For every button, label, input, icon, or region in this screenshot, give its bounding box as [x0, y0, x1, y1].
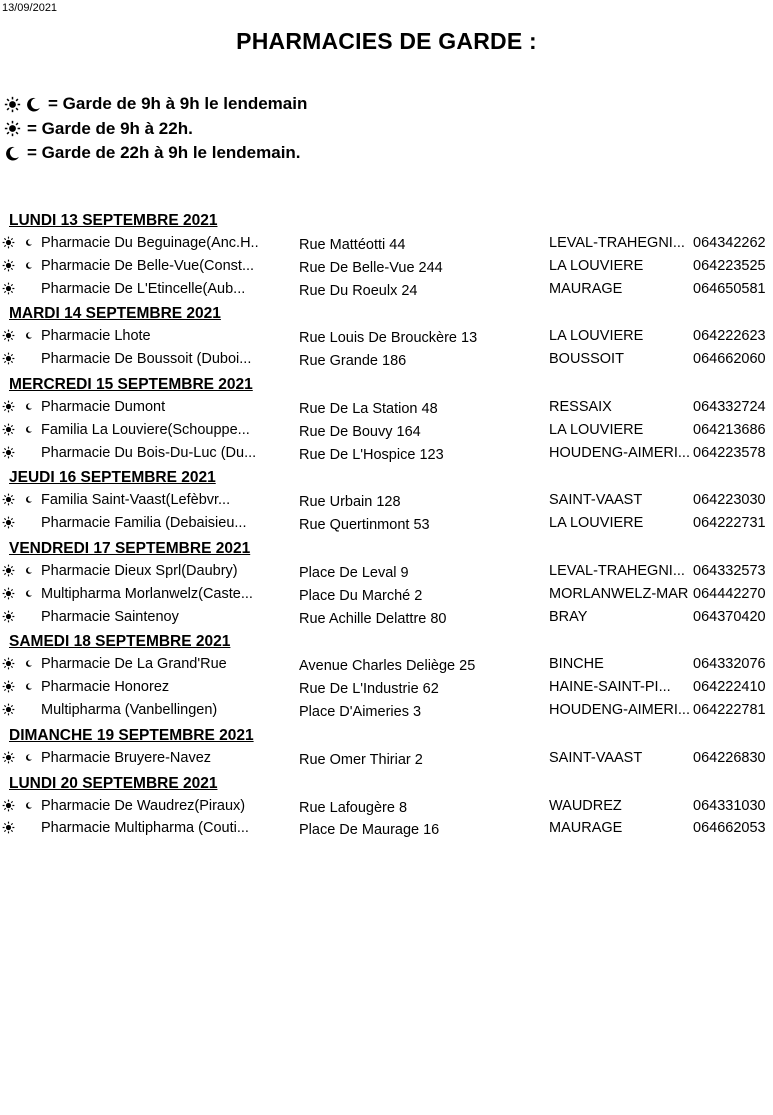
legend-icons — [4, 96, 42, 113]
pharmacy-street: Rue De Bouvy 164 — [299, 423, 421, 440]
sun-icon — [4, 96, 21, 113]
legend — [4, 92, 307, 166]
pharmacy-street: Rue Quertinmont 53 — [299, 517, 430, 534]
pharmacy-street: Rue Louis De Brouckère 13 — [299, 330, 478, 347]
pharmacy-phone: 064662053 — [693, 820, 766, 837]
legend-row — [4, 92, 307, 117]
shift-icons — [2, 564, 33, 577]
pharmacy-name: Pharmacie Familia (Debaisieu... — [41, 515, 247, 532]
pharmacy-street: Rue Lafougère 8 — [299, 799, 408, 816]
pharmacy-phone: 064223030 — [693, 492, 766, 509]
pharmacy-row — [0, 747, 773, 770]
pharmacy-phone: 064332573 — [693, 562, 766, 579]
print-date: 13/09/2021 — [2, 2, 58, 14]
shift-icons — [2, 587, 33, 600]
pharmacy-city: BRAY — [549, 608, 588, 625]
pharmacy-name: Familia La Louviere(Schouppe... — [41, 421, 250, 438]
pharmacy-street: Place D'Aimeries 3 — [299, 703, 422, 720]
pharmacy-name: Pharmacie Du Bois-Du-Luc (Du... — [41, 444, 257, 461]
pharmacy-row — [0, 419, 773, 442]
pharmacy-row — [0, 396, 773, 419]
shift-icons — [2, 259, 33, 272]
sun-icon — [2, 352, 15, 365]
pharmacy-city: LA LOUVIERE — [549, 515, 644, 532]
moon-icon — [20, 423, 33, 436]
day-header: LUNDI 13 SEPTEMBRE 2021 — [9, 212, 218, 229]
shift-icons — [2, 516, 15, 529]
pharmacy-row — [0, 583, 773, 606]
pharmacy-street: Rue De Belle-Vue 244 — [299, 259, 443, 276]
pharmacy-phone: 064332076 — [693, 656, 766, 673]
day-header: VENDREDI 17 SEPTEMBRE 2021 — [9, 539, 251, 557]
shift-icons — [2, 703, 15, 716]
day-header: DIMANCHE 19 SEPTEMBRE 2021 — [9, 726, 254, 744]
pharmacy-street: Place Du Marché 2 — [299, 587, 423, 604]
pharmacy-row — [0, 817, 773, 840]
pharmacy-city: RESSAIX — [549, 398, 612, 415]
shift-icons — [2, 446, 15, 459]
pharmacy-phone: 064342262 — [693, 235, 766, 251]
pharmacy-street: Rue De L'Hospice 123 — [299, 446, 444, 463]
sun-icon — [2, 703, 15, 716]
shift-icons — [2, 680, 33, 693]
pharmacy-name: Multipharma Morlanwelz(Caste... — [41, 585, 253, 602]
pharmacy-phone: 064222731 — [693, 515, 766, 532]
moon-icon — [20, 493, 33, 506]
pharmacy-row — [0, 232, 773, 255]
pharmacy-row — [0, 560, 773, 583]
pharmacy-city: SAINT-VAAST — [549, 492, 643, 509]
shift-icons — [2, 657, 33, 670]
pharmacy-name: Pharmacie Du Beguinage(Anc.H.. — [41, 235, 259, 251]
pharmacy-city: MAURAGE — [549, 820, 623, 837]
pharmacy-street: Place De Maurage 16 — [299, 822, 440, 839]
pharmacy-name: Pharmacie Saintenoy — [41, 608, 179, 625]
pharmacy-city: LA LOUVIERE — [549, 257, 644, 274]
moon-icon — [20, 236, 33, 249]
pharmacy-city: HOUDENG-AIMERI... — [549, 444, 690, 461]
pharmacy-phone: 064662060 — [693, 351, 766, 368]
pharmacy-row — [0, 442, 773, 465]
shift-icons — [2, 821, 15, 834]
legend-icons — [4, 120, 21, 137]
sun-icon — [2, 564, 15, 577]
pharmacy-city: WAUDREZ — [549, 797, 622, 814]
pharmacy-street: Rue Omer Thiriar 2 — [299, 751, 423, 768]
shift-icons — [2, 423, 33, 436]
pharmacy-name: Pharmacie Lhote — [41, 328, 151, 345]
pharmacy-street: Rue Grande 186 — [299, 353, 407, 370]
pharmacy-phone: 064370420 — [693, 608, 766, 625]
day-header: MERCREDI 15 SEPTEMBRE 2021 — [9, 375, 253, 393]
shift-icons — [2, 329, 33, 342]
pharmacy-city: MORLANWELZ-MAR — [549, 585, 689, 602]
pharmacy-row — [0, 489, 773, 512]
pharmacy-city: HOUDENG-AIMERI... — [549, 701, 690, 718]
sun-icon — [2, 657, 15, 670]
sun-icon — [2, 751, 15, 764]
pharmacy-name: Pharmacie Multipharma (Couti... — [41, 820, 249, 837]
pharmacy-row — [0, 325, 773, 348]
shift-icons — [2, 352, 15, 365]
pharmacy-city: LA LOUVIERE — [549, 421, 644, 438]
legend-row — [4, 141, 307, 166]
pharmacy-row — [0, 512, 773, 535]
pharmacy-city: LEVAL-TRAHEGNI... — [549, 562, 685, 579]
pharmacy-phone: 064226830 — [693, 749, 766, 766]
pharmacy-row — [0, 348, 773, 371]
pharmacy-row — [0, 278, 773, 301]
sun-icon — [2, 587, 15, 600]
sun-icon — [2, 259, 15, 272]
legend-row — [4, 117, 307, 142]
pharmacy-name: Pharmacie Dieux Sprl(Daubry) — [41, 562, 238, 579]
day-header: SAMEDI 18 SEPTEMBRE 2021 — [9, 633, 231, 651]
pharmacy-street: Rue Du Roeulx 24 — [299, 282, 418, 299]
sun-icon — [2, 423, 15, 436]
pharmacy-phone: 064331030 — [693, 797, 766, 814]
page-title: PHARMACIES DE GARDE : — [236, 28, 537, 54]
legend-icons — [4, 145, 21, 162]
sun-icon — [4, 120, 21, 137]
shift-icons — [2, 282, 15, 295]
pharmacy-city: LA LOUVIERE — [549, 328, 644, 345]
legend-text: = Garde de 22h à 9h le lendemain. — [27, 143, 301, 163]
pharmacy-phone: 064222410 — [693, 679, 766, 696]
sun-icon — [2, 400, 15, 413]
pharmacy-street: Rue De L'Industrie 62 — [299, 681, 439, 698]
shift-icons — [2, 400, 33, 413]
pharmacy-phone: 064223578 — [693, 444, 766, 461]
moon-icon — [25, 96, 42, 113]
pharmacy-name: Pharmacie De Belle-Vue(Const... — [41, 257, 255, 274]
pharmacy-row — [0, 653, 773, 676]
pharmacy-street: Place De Leval 9 — [299, 564, 409, 581]
moon-icon — [20, 329, 33, 342]
pharmacy-row — [0, 255, 773, 278]
pharmacy-phone: 064222623 — [693, 328, 766, 345]
pharmacy-row — [0, 795, 773, 818]
shift-icons — [2, 799, 33, 812]
pharmacy-street: Rue Achille Delattre 80 — [299, 610, 447, 627]
moon-icon — [20, 400, 33, 413]
shift-icons — [2, 493, 33, 506]
pharmacy-city: BOUSSOIT — [549, 351, 624, 368]
pharmacy-phone: 064442270 — [693, 585, 766, 602]
pharmacy-city: BINCHE — [549, 656, 604, 673]
sun-icon — [2, 493, 15, 506]
pharmacy-city: SAINT-VAAST — [549, 749, 643, 766]
pharmacy-name: Pharmacie Honorez — [41, 679, 170, 696]
shift-icons — [2, 236, 33, 249]
pharmacy-name: Pharmacie De La Grand'Rue — [41, 656, 227, 673]
pharmacy-name: Pharmacie De Waudrez(Piraux) — [41, 797, 246, 814]
moon-icon — [20, 587, 33, 600]
sun-icon — [2, 610, 15, 623]
day-header: LUNDI 20 SEPTEMBRE 2021 — [9, 774, 218, 792]
pharmacy-row — [0, 606, 773, 629]
sun-icon — [2, 282, 15, 295]
pharmacy-name: Familia Saint-Vaast(Lefèbvr... — [41, 492, 231, 509]
pharmacy-street: Rue Urbain 128 — [299, 494, 401, 511]
pharmacy-phone: 064222781 — [693, 701, 766, 718]
moon-icon — [20, 259, 33, 272]
legend-text: = Garde de 9h à 22h. — [27, 118, 193, 138]
shift-icons — [2, 751, 33, 764]
pharmacy-name: Pharmacie De L'Etincelle(Aub... — [41, 280, 246, 297]
moon-icon — [20, 751, 33, 764]
sun-icon — [2, 516, 15, 529]
schedule — [0, 207, 773, 840]
sun-icon — [2, 329, 15, 342]
pharmacy-phone: 064213686 — [693, 421, 766, 438]
pharmacy-name: Pharmacie Bruyere-Navez — [41, 749, 212, 766]
pharmacy-name: Pharmacie Dumont — [41, 398, 166, 415]
day-header: JEUDI 16 SEPTEMBRE 2021 — [9, 469, 216, 487]
pharmacy-street: Rue De La Station 48 — [299, 400, 438, 417]
sun-icon — [2, 446, 15, 459]
pharmacy-name: Pharmacie De Boussoit (Duboi... — [41, 351, 252, 368]
pharmacy-street: Avenue Charles Deliège 25 — [299, 658, 476, 675]
pharmacy-street: Rue Mattéotti 44 — [299, 237, 406, 253]
moon-icon — [20, 799, 33, 812]
moon-icon — [4, 145, 21, 162]
pharmacy-phone: 064332724 — [693, 398, 766, 415]
pharmacy-name: Multipharma (Vanbellingen) — [41, 701, 218, 718]
pharmacy-phone: 064650581 — [693, 280, 766, 297]
sun-icon — [2, 799, 15, 812]
sun-icon — [2, 821, 15, 834]
pharmacy-city: MAURAGE — [549, 280, 623, 297]
pharmacy-phone: 064223525 — [693, 257, 766, 274]
shift-icons — [2, 610, 15, 623]
legend-text: = Garde de 9h à 9h le lendemain — [48, 94, 308, 114]
moon-icon — [20, 657, 33, 670]
pharmacy-row — [0, 676, 773, 699]
sun-icon — [2, 680, 15, 693]
pharmacy-row — [0, 699, 773, 722]
moon-icon — [20, 680, 33, 693]
moon-icon — [20, 564, 33, 577]
pharmacy-city: HAINE-SAINT-PI... — [549, 679, 671, 696]
sun-icon — [2, 236, 15, 249]
day-header: MARDI 14 SEPTEMBRE 2021 — [9, 305, 221, 323]
pharmacy-city: LEVAL-TRAHEGNI... — [549, 235, 685, 251]
